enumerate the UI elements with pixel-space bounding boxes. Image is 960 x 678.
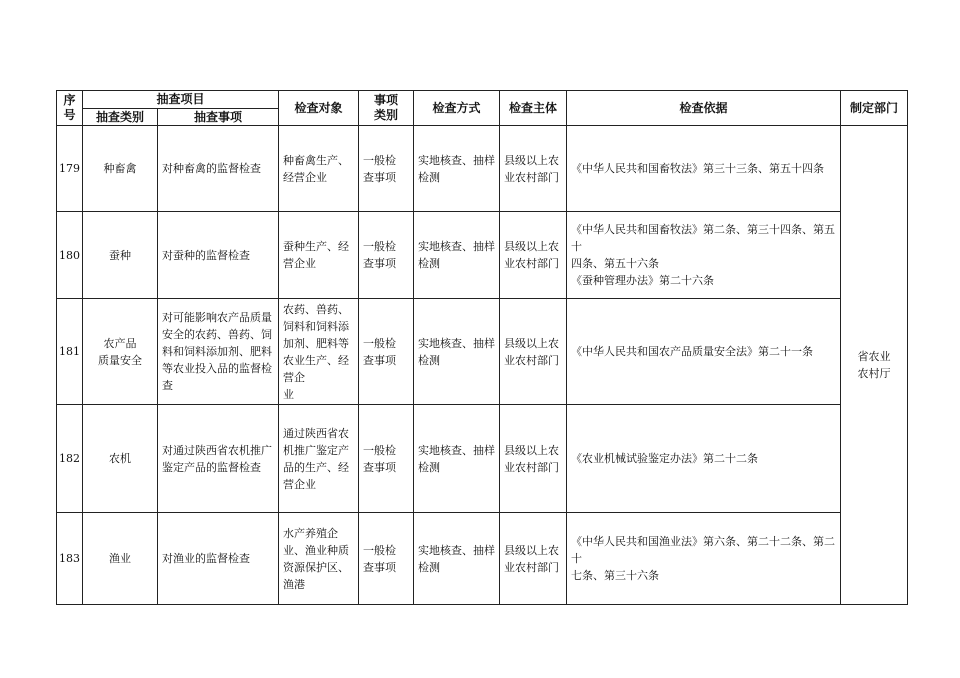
header-seq: 序 号 [57, 91, 83, 126]
row-item-type: 一般检 查事项 [359, 126, 414, 212]
row-item: 对蚕种的监督检查 [158, 212, 279, 299]
row-category: 蚕种 [83, 212, 158, 299]
header-item-type: 事项 类别 [359, 91, 414, 126]
row-item: 对渔业的监督检查 [158, 513, 279, 605]
row-item-type: 一般检 查事项 [359, 513, 414, 605]
table-row [57, 299, 908, 405]
row-seq: 180 [57, 212, 83, 299]
row-category: 农机 [83, 405, 158, 513]
row-subject: 县级以上农 业农村部门 [500, 513, 567, 605]
row-basis: 《中华人民共和国渔业法》第六条、第二十二条、第二十 七条、第三十六条 [567, 513, 841, 605]
row-method: 实地核查、抽样 检测 [414, 126, 500, 212]
row-method: 实地核查、抽样 检测 [414, 513, 500, 605]
row-seq: 179 [57, 126, 83, 212]
row-target: 通过陕西省农 机推广鉴定产 品的生产、经 营企业 [279, 405, 359, 513]
table-row [57, 513, 908, 605]
row-item-type: 一般检 查事项 [359, 405, 414, 513]
header-category: 抽查类别 [83, 109, 158, 126]
row-item-type: 一般检 查事项 [359, 212, 414, 299]
row-method: 实地核查、抽样 检测 [414, 299, 500, 405]
row-target: 水产养殖企 业、渔业种质 资源保护区、 渔港 [279, 513, 359, 605]
row-category: 渔业 [83, 513, 158, 605]
row-basis: 《中华人民共和国畜牧法》第二条、第三十四条、第五十 四条、第五十六条 《蚕种管理办法》第二十六条 [567, 212, 841, 299]
row-item: 对可能影响农产品质量 安全的农药、兽药、饲 料和饲料添加剂、肥料 等农业投入品的监督检 查 [158, 299, 279, 405]
row-basis: 《中华人民共和国农产品质量安全法》第二十一条 [567, 299, 841, 405]
row-seq: 181 [57, 299, 83, 405]
row-seq: 182 [57, 405, 83, 513]
row-department: 省农业 农村厅 [841, 126, 908, 605]
row-subject: 县级以上农 业农村部门 [500, 299, 567, 405]
row-basis: 《农业机械试验鉴定办法》第二十二条 [567, 405, 841, 513]
row-basis: 《中华人民共和国畜牧法》第三十三条、第五十四条 [567, 126, 841, 212]
row-target: 农药、兽药、 饲料和饲料添 加剂、肥料等 农业生产、经营企 业 [279, 299, 359, 405]
header-item: 抽查事项 [158, 109, 279, 126]
header-target: 检查对象 [279, 91, 359, 126]
row-seq: 183 [57, 513, 83, 605]
header-basis: 检查依据 [567, 91, 841, 126]
row-item-type: 一般检 查事项 [359, 299, 414, 405]
row-method: 实地核查、抽样 检测 [414, 405, 500, 513]
row-method: 实地核查、抽样 检测 [414, 212, 500, 299]
row-item: 对通过陕西省农机推广 鉴定产品的监督检查 [158, 405, 279, 513]
inspection-table [56, 90, 908, 605]
table-row [57, 212, 908, 299]
row-category: 种畜禽 [83, 126, 158, 212]
row-item: 对种畜禽的监督检查 [158, 126, 279, 212]
table-row [57, 126, 908, 212]
table-row [57, 405, 908, 513]
header-department: 制定部门 [841, 91, 908, 126]
row-subject: 县级以上农 业农村部门 [500, 212, 567, 299]
header-subject: 检查主体 [500, 91, 567, 126]
row-target: 种畜禽生产、 经营企业 [279, 126, 359, 212]
header-method: 检查方式 [414, 91, 500, 126]
row-subject: 县级以上农 业农村部门 [500, 126, 567, 212]
row-category: 农产品 质量安全 [83, 299, 158, 405]
row-target: 蚕种生产、经 营企业 [279, 212, 359, 299]
header-project-group: 抽查项目 [83, 91, 279, 109]
row-subject: 县级以上农 业农村部门 [500, 405, 567, 513]
